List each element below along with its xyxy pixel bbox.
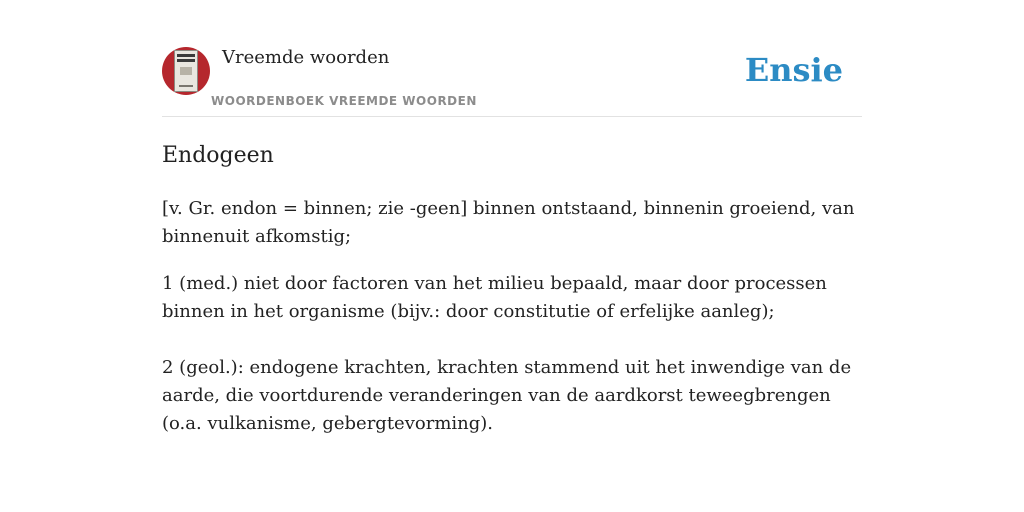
entry-term: Endogeen <box>162 143 274 168</box>
sense-paragraph-2: 2 (geol.): endogene krachten, krachten stammend uit het inwendige van de aarde, die voortdurende veranderingen van de aardkorst teweegbrengen (o.a. vulkanisme, gebergtevorming). <box>162 357 852 434</box>
entry-definition <box>162 195 862 438</box>
etymology-paragraph: [v. Gr. endon = binnen; zie -geen] binnen ontstaand, binnenin groeiend, van binnenuit afkomstig; <box>162 198 855 247</box>
book-logo-icon[interactable] <box>162 47 210 95</box>
book-title-link[interactable]: Vreemde woorden <box>222 47 390 68</box>
definition-card <box>162 0 862 438</box>
card-header <box>162 0 862 117</box>
ensie-logo[interactable]: Ensie <box>744 51 843 89</box>
book-subtitle: WOORDENBOEK VREEMDE WOORDEN <box>211 94 477 108</box>
sense-paragraph-1: 1 (med.) niet door factoren van het milieu bepaald, maar door processen binnen in het organisme (bijv.: door constitutie of erfelijke aanleg); <box>162 273 827 322</box>
book-cover-image <box>174 50 198 92</box>
